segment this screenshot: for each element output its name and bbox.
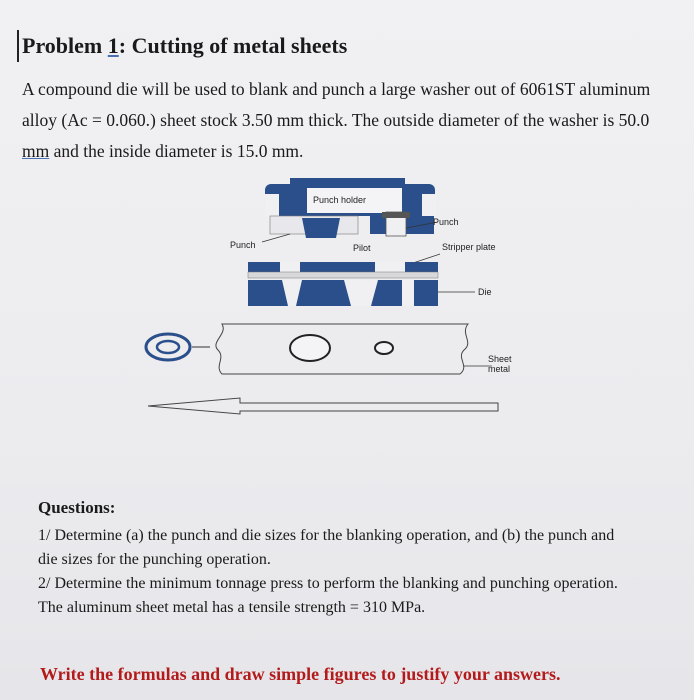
text-cursor	[17, 30, 19, 62]
unit-mm: mm	[22, 141, 50, 161]
statement-line-3	[22, 136, 686, 167]
label-die: Die	[478, 287, 492, 297]
label-metal: metal	[488, 364, 511, 374]
label-punch-left: Punch	[230, 240, 256, 250]
sheet-metal-strip	[216, 324, 468, 374]
problem-title-text: : Cutting of metal sheets	[118, 33, 348, 58]
die	[248, 280, 438, 306]
feed-direction-arrow	[148, 398, 498, 414]
problem-label: Problem	[22, 33, 103, 58]
statement-line-1: A compound die will be used to blank and punch a large washer out of 6061ST aluminum	[22, 79, 651, 99]
question-2-line-2: The aluminum sheet metal has a tensile strength = 310 MPa.	[38, 599, 426, 616]
instruction-footer: Write the formulas and draw simple figures to justify your answers.	[40, 664, 561, 684]
questions-heading: Questions:	[38, 498, 116, 517]
question-1-line-1: 1/ Determine (a) the punch and die sizes for the blanking operation, and (b) the punch and	[38, 527, 615, 544]
problem-title	[22, 33, 347, 59]
label-punch-holder: Punch holder	[313, 195, 367, 205]
label-pilot: Pilot	[353, 243, 371, 253]
label-stripper-plate: Stripper plate	[442, 242, 496, 252]
question-1-line-2: die sizes for the punching operation.	[38, 551, 271, 568]
problem-statement	[22, 74, 686, 167]
compound-die-figure	[130, 172, 550, 422]
label-sheet: Sheet	[488, 354, 512, 364]
question-2-line-1: 2/ Determine the minimum tonnage press to perform the blanking and punching operation.	[38, 575, 618, 592]
punch-block	[270, 212, 434, 238]
stripper-plate	[248, 262, 438, 278]
questions-section	[38, 496, 618, 620]
statement-line-2: alloy (Ac = 0.060.) sheet stock 3.50 mm thick. The outside diameter of the washer is 50.0	[22, 110, 650, 130]
statement-line-3-text: and the inside diameter is 15.0 mm.	[49, 141, 304, 161]
problem-number: 1	[107, 33, 119, 58]
label-punch-top: Punch	[433, 217, 459, 227]
washer-product-icon	[146, 334, 190, 360]
